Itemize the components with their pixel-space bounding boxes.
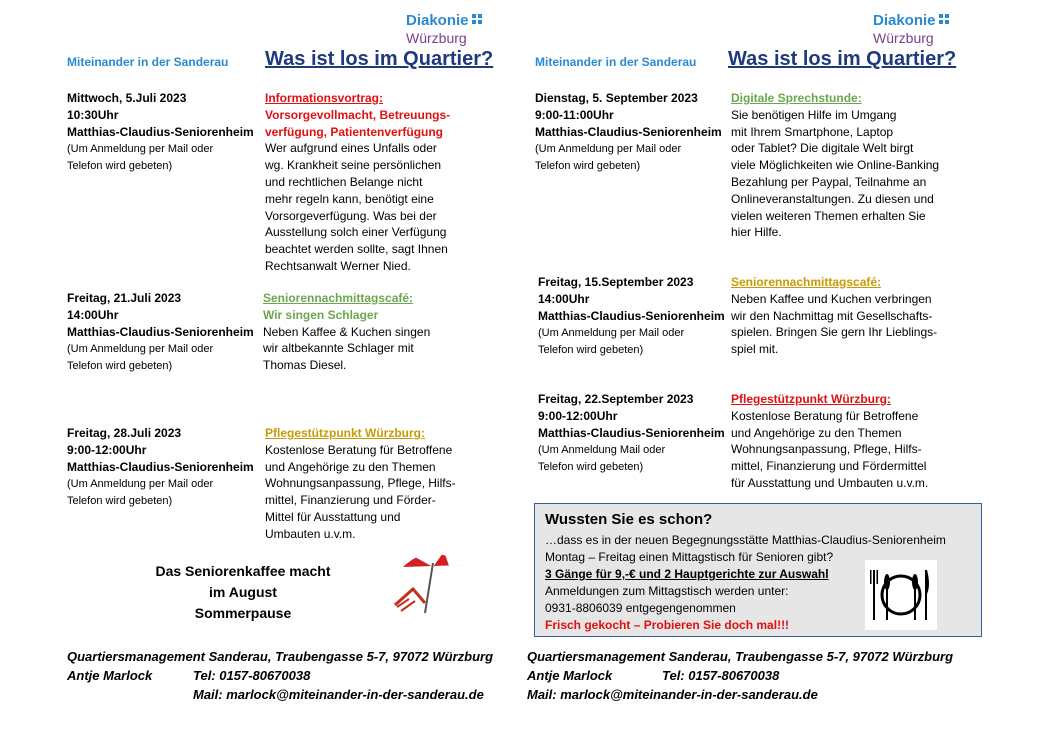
desc-line: Thomas Diesel. (263, 358, 347, 373)
event-date: Freitag, 22.September 2023 (538, 392, 694, 406)
summer-break-note (133, 561, 353, 624)
event-note: (Um Anmeldung per Mail oder (67, 478, 214, 490)
logo-name: Diakonie (406, 12, 469, 29)
event-time: 10:30Uhr (67, 108, 119, 122)
event-description (265, 425, 480, 543)
desc-line: vielen weiteren Themen erhalten Sie (731, 208, 926, 223)
event-date-block (538, 391, 725, 476)
diakonie-cross-icon (939, 14, 949, 24)
event-note: Telefon wird gebeten) (538, 461, 644, 473)
beach-umbrella-icon (385, 545, 470, 615)
desc-line: wir altbekannte Schlager mit (263, 341, 414, 356)
info-line: Anmeldungen zum Mittagstisch werden unter: (545, 584, 789, 598)
desc-line: Bezahlung per Paypal, Teilnahme an (731, 174, 927, 189)
info-line: …dass es in der neuen Begegnungsstätte Matthias-Claudius-Seniorenheim (545, 533, 946, 547)
event-description (263, 290, 478, 374)
right-footer (527, 647, 967, 704)
event-note: Telefon wird gebeten) (538, 344, 644, 356)
event-date: Freitag, 28.Juli 2023 (67, 426, 182, 440)
event-description (265, 90, 480, 275)
event-title: Pflegestützpunkt Würzburg: (265, 426, 425, 440)
pause-line: im August (209, 584, 277, 600)
left-headline: Was ist los im Quartier? (265, 48, 494, 70)
desc-line: Mittel für Ausstattung und (265, 509, 401, 524)
footer-mail[interactable]: Mail: marlock@miteinander-in-der-sanderau.de (193, 687, 484, 702)
event-note: Telefon wird gebeten) (67, 160, 173, 172)
left-footer (67, 647, 507, 704)
info-line: 3 Gänge für 9,-€ und 2 Hauptgerichte zur Auswahl (545, 567, 829, 581)
event-place: Matthias-Claudius-Seniorenheim (67, 125, 254, 139)
footer-name: Antje Marlock (527, 668, 613, 683)
logo-city: Würzburg (406, 30, 467, 46)
desc-line: spielen. Bringen Sie gern Ihr Lieblings- (731, 325, 938, 340)
desc-line: mittel, Finanzierung und Fördermittel (731, 459, 927, 474)
event-time: 9:00-11:00Uhr (535, 108, 614, 122)
desc-line: Neben Kaffee & Kuchen singen (263, 324, 431, 339)
event-date: Freitag, 21.Juli 2023 (67, 291, 182, 305)
left-subtitle: Miteinander in der Sanderau (67, 55, 229, 69)
event-date-block (67, 425, 254, 510)
event-note: (Um Anmeldung per Mail oder (535, 143, 682, 155)
desc-line: Vorsorgeverfügung. Was bei der (265, 208, 437, 223)
event-place: Matthias-Claudius-Seniorenheim (538, 309, 725, 323)
event-note: Telefon wird gebeten) (67, 495, 173, 507)
event-time: 9:00-12:00Uhr (538, 409, 618, 423)
info-line: 0931-8806039 entgegengenommen (545, 601, 736, 615)
desc-line: Kostenlose Beratung für Betroffene (265, 442, 453, 457)
pause-line: Sommerpause (194, 605, 292, 621)
event-note: Telefon wird gebeten) (67, 360, 173, 372)
pause-line: Das Seniorenkaffee macht (155, 563, 331, 579)
info-box (534, 503, 982, 637)
desc-line: spiel mit. (731, 342, 779, 357)
event-place: Matthias-Claudius-Seniorenheim (67, 460, 254, 474)
footer-name: Antje Marlock (67, 668, 153, 683)
desc-line: für Ausstattung und Umbauten u.v.m. (731, 475, 929, 490)
event-description (731, 274, 981, 358)
desc-line: beachtet werden sollte, sagt Ihnen (265, 242, 448, 257)
desc-line: Kostenlose Beratung für Betroffene (731, 408, 919, 423)
left-logo (406, 12, 496, 46)
footer-phone: Tel: 0157-80670038 (662, 668, 780, 683)
event-place: Matthias-Claudius-Seniorenheim (535, 125, 722, 139)
desc-line: mehr regeln kann, benötigt eine (265, 191, 434, 206)
event-place: Matthias-Claudius-Seniorenheim (538, 426, 725, 440)
logo-name: Diakonie (873, 12, 936, 29)
desc-line: wg. Krankheit seine persönlichen (265, 158, 442, 173)
desc-line: mittel, Finanzierung und Förder- (265, 493, 436, 508)
event-note: Telefon wird gebeten) (535, 160, 641, 172)
event-title: Seniorennachmittagscafé: (731, 275, 882, 289)
footer-address: Quartiersmanagement Sanderau, Traubengasse 5-7, 97072 Würzburg (67, 649, 494, 664)
desc-line: Umbauten u.v.m. (265, 526, 356, 541)
event-time: 14:00Uhr (67, 308, 119, 322)
event-time: 14:00Uhr (538, 292, 590, 306)
event-note: (Um Anmeldung per Mail oder (67, 143, 214, 155)
right-logo (873, 12, 963, 46)
desc-line: und Angehörige zu den Themen (265, 459, 436, 474)
event-note: (Um Anmeldung per Mail oder (538, 327, 685, 339)
event-date: Freitag, 15.September 2023 (538, 275, 694, 289)
desc-line: Onlineveranstaltungen. Zu diesen und (731, 191, 934, 206)
desc-line: Sie benötigen Hilfe im Umgang (731, 107, 897, 122)
event-title: Pflegestützpunkt Würzburg: (731, 392, 891, 406)
desc-line: Wohnungsanpassung, Pflege, Hilfs- (731, 442, 922, 457)
event-title: Digitale Sprechstunde: (731, 91, 862, 105)
event-subtitle: verfügung, Patientenverfügung (265, 124, 444, 139)
event-date-block (67, 290, 254, 375)
footer-phone: Tel: 0157-80670038 (193, 668, 311, 683)
right-subtitle: Miteinander in der Sanderau (535, 55, 697, 69)
desc-line: hier Hilfe. (731, 225, 782, 240)
desc-line: und Angehörige zu den Themen (731, 425, 902, 440)
diakonie-cross-icon (472, 14, 482, 24)
cutlery-icon (865, 560, 937, 630)
right-headline: Was ist los im Quartier? (728, 48, 957, 70)
event-date: Dienstag, 5. September 2023 (535, 91, 698, 105)
event-note: (Um Anmeldung per Mail oder (67, 343, 214, 355)
footer-mail[interactable]: Mail: marlock@miteinander-in-der-sanderau.de (527, 687, 818, 702)
desc-line: Wohnungsanpassung, Pflege, Hilfs- (265, 476, 456, 491)
logo-city: Würzburg (873, 30, 934, 46)
event-date: Mittwoch, 5.Juli 2023 (67, 91, 187, 105)
info-line: Frisch gekocht – Probieren Sie doch mal!!! (545, 618, 790, 632)
event-time: 9:00-12:00Uhr (67, 443, 147, 457)
event-place: Matthias-Claudius-Seniorenheim (67, 325, 254, 339)
event-subtitle: Vorsorgevollmacht, Betreuungs- (265, 107, 451, 122)
event-subtitle: Wir singen Schlager (263, 307, 379, 322)
event-description (731, 90, 981, 241)
event-description (731, 391, 981, 492)
desc-line: Neben Kaffee und Kuchen verbringen (731, 291, 932, 306)
event-date-block (535, 90, 722, 175)
info-line: Montag – Freitag einen Mittagstisch für Senioren gibt? (545, 550, 834, 564)
info-box-title: Wussten Sie es schon? (545, 511, 713, 528)
desc-line: Rechtsanwalt Werner Nied. (265, 258, 411, 273)
event-title: Informationsvortrag: (265, 91, 384, 105)
desc-line: wir den Nachmittag mit Gesellschafts- (731, 308, 933, 323)
desc-line: viele Möglichkeiten wie Online-Banking (731, 158, 940, 173)
desc-line: mit Ihrem Smartphone, Laptop (731, 124, 894, 139)
desc-line: Ausstellung solch einer Verfügung (265, 225, 447, 240)
event-note: (Um Anmeldung Mail oder (538, 444, 666, 456)
event-title: Seniorennachmittagscafé: (263, 291, 414, 305)
event-date-block (538, 274, 725, 359)
footer-address: Quartiersmanagement Sanderau, Traubengasse 5-7, 97072 Würzburg (527, 649, 954, 664)
desc-line: Wer aufgrund eines Unfalls oder (265, 141, 437, 156)
event-date-block (67, 90, 254, 175)
desc-line: und rechtlichen Belange nicht (265, 174, 423, 189)
desc-line: oder Tablet? Die digitale Welt birgt (731, 141, 914, 156)
